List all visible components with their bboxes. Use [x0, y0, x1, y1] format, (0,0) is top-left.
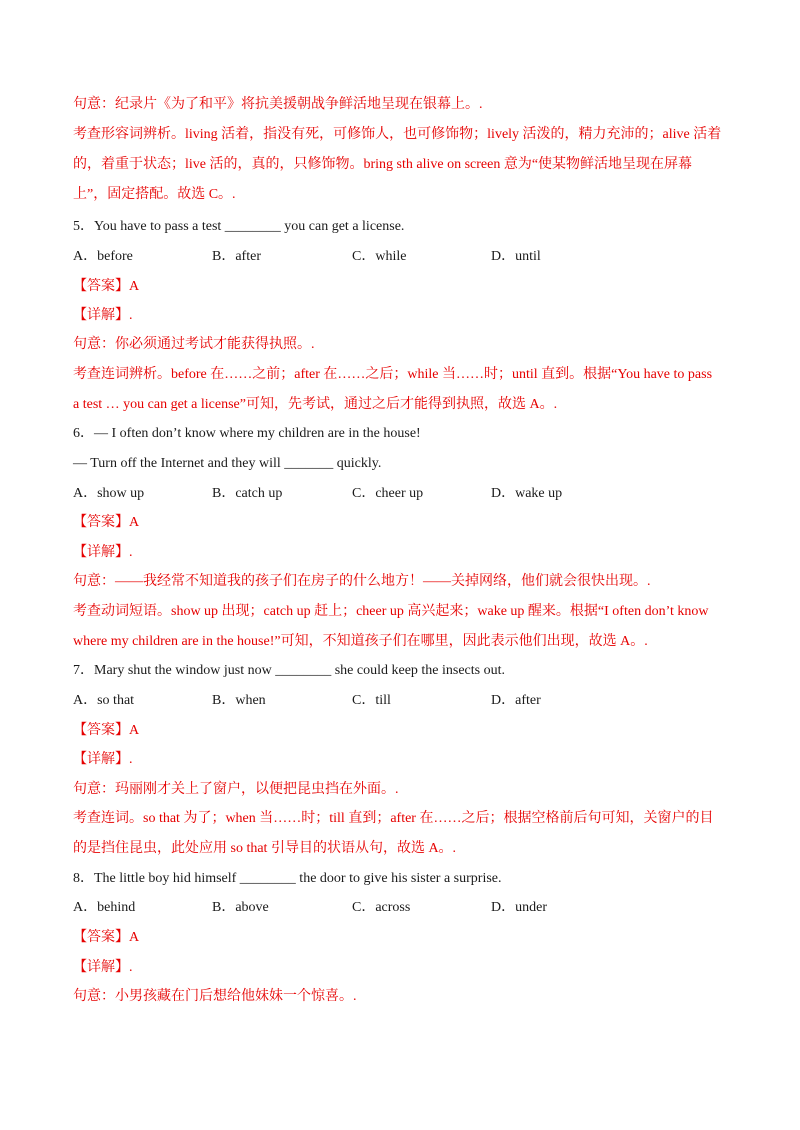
- option-b: B．above: [212, 900, 269, 915]
- option-b: B．after: [212, 249, 261, 264]
- detail-heading-q7: 【详解】.: [73, 752, 133, 767]
- option-d: D．after: [491, 693, 541, 708]
- option-c: C．till: [352, 693, 391, 708]
- answer-q5: 【答案】A: [73, 279, 140, 294]
- explanation-q4-line-1: 考查形容词辨析。living 活着，指没有死，可修饰人，也可修饰物；lively 活泼的，精力充沛的；alive 活着: [73, 127, 722, 142]
- question-6-line-1: 6．— I often don’t know where my children are in the house!: [73, 426, 421, 441]
- option-b: B．catch up: [212, 486, 283, 501]
- detail-heading-q8: 【详解】.: [73, 960, 133, 975]
- option-b: B．when: [212, 693, 266, 708]
- sentence-meaning-q7: 句意：玛丽刚才关上了窗户，以便把昆虫挡在外面。.: [73, 782, 399, 797]
- options-q7: [73, 691, 733, 711]
- explanation-q5-line-1: 考查连词辨析。before 在……之前；after 在……之后；while 当……时；until 直到。根据“You have to pass: [73, 367, 713, 382]
- question-7: 7．Mary shut the window just now ________ she could keep the insects out.: [73, 663, 506, 678]
- explanation-q4-line-3: 上”，固定搭配。故选 C。.: [73, 187, 236, 202]
- sentence-meaning-q6: 句意：——我经常不知道我的孩子们在房子的什么地方！——关掉网络，他们就会很快出现。.: [73, 574, 651, 589]
- explanation-q7-line-1: 考查连词。so that 为了；when 当……时；till 直到；after 在……之后；根据空格前后句可知，关窗户的目: [73, 811, 714, 826]
- options-q6: [73, 484, 733, 504]
- option-d: D．wake up: [491, 486, 563, 501]
- answer-q6: 【答案】A: [73, 515, 140, 530]
- explanation-q6-line-1: 考查动词短语。show up 出现；catch up 赶上；cheer up 高兴起来；wake up 醒来。根据“I often don’t know: [73, 604, 709, 619]
- answer-q7: 【答案】A: [73, 723, 140, 738]
- option-a: A．show up: [73, 486, 145, 501]
- option-d: D．until: [491, 249, 541, 264]
- question-6-line-2: — Turn off the Internet and they will _______ quickly.: [73, 456, 382, 471]
- detail-heading-q6: 【详解】.: [73, 545, 133, 560]
- option-c: C．cheer up: [352, 486, 424, 501]
- option-a: A．so that: [73, 693, 135, 708]
- explanation-q6-line-2: where my children are in the house!”可知，不知道孩子们在哪里，因此表示他们出现，故选 A。.: [73, 634, 648, 649]
- option-c: C．across: [352, 900, 411, 915]
- explanation-q5-line-2: a test … you can get a license”可知，先考试，通过之后才能得到执照，故选 A。.: [73, 397, 558, 412]
- question-8: 8．The little boy hid himself ________ the door to give his sister a surprise.: [73, 871, 502, 886]
- question-5: 5．You have to pass a test ________ you can get a license.: [73, 219, 405, 234]
- options-q5: [73, 247, 733, 267]
- detail-heading-q5: 【详解】.: [73, 308, 133, 323]
- answer-q8: 【答案】A: [73, 930, 140, 945]
- options-q8: [73, 898, 733, 918]
- option-a: A．before: [73, 249, 133, 264]
- explanation-q4-line-2: 的，着重于状态；live 活的，真的，只修饰物。bring sth alive on screen 意为“使某物鲜活地呈现在屏幕: [73, 157, 693, 172]
- explanation-q7-line-2: 的是挡住昆虫，此处应用 so that 引导目的状语从句，故选 A。.: [73, 841, 457, 856]
- option-a: A．behind: [73, 900, 136, 915]
- option-c: C．while: [352, 249, 407, 264]
- sentence-meaning-q8: 句意：小男孩藏在门后想给他妹妹一个惊喜。.: [73, 989, 357, 1004]
- sentence-meaning-q5: 句意：你必须通过考试才能获得执照。.: [73, 337, 315, 352]
- sentence-meaning-q4: 句意：纪录片《为了和平》将抗美援朝战争鲜活地呈现在银幕上。.: [73, 97, 483, 112]
- option-d: D．under: [491, 900, 547, 915]
